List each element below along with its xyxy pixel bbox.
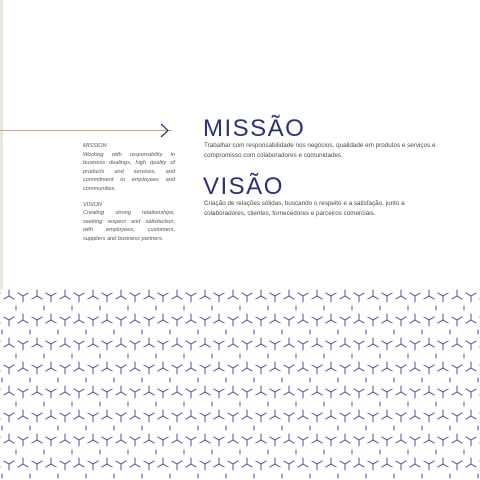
visao-title: VISÃO <box>203 173 284 200</box>
divider-line <box>0 130 172 131</box>
arrow-right-icon <box>150 122 170 139</box>
mission-text: Working with responsibility in business dealings, high quality of products and services, and commitment to employees and communities. <box>83 151 175 192</box>
missao-title: MISSÃO <box>203 115 306 142</box>
vision-text: Creating strong relationships, seeking respect and satisfaction, with employees, customers, suppliers and business partners. <box>83 210 175 242</box>
geometric-pattern <box>0 288 480 480</box>
page-edge <box>0 0 3 290</box>
vision-heading: VISION <box>83 201 102 208</box>
visao-text: Criação de relações sólidas, buscando o respeito e a satisfação, junto a colaboradores, clientes, fornecedores e parceiros comerciais. <box>204 200 405 217</box>
missao-text: Trabalhar com responsabilidade nos negócios, qualidade em produtos e serviços e compromisso com colaboradores e comunidades. <box>204 142 436 159</box>
mission-heading: MISSION <box>83 143 107 149</box>
english-column <box>83 142 175 251</box>
